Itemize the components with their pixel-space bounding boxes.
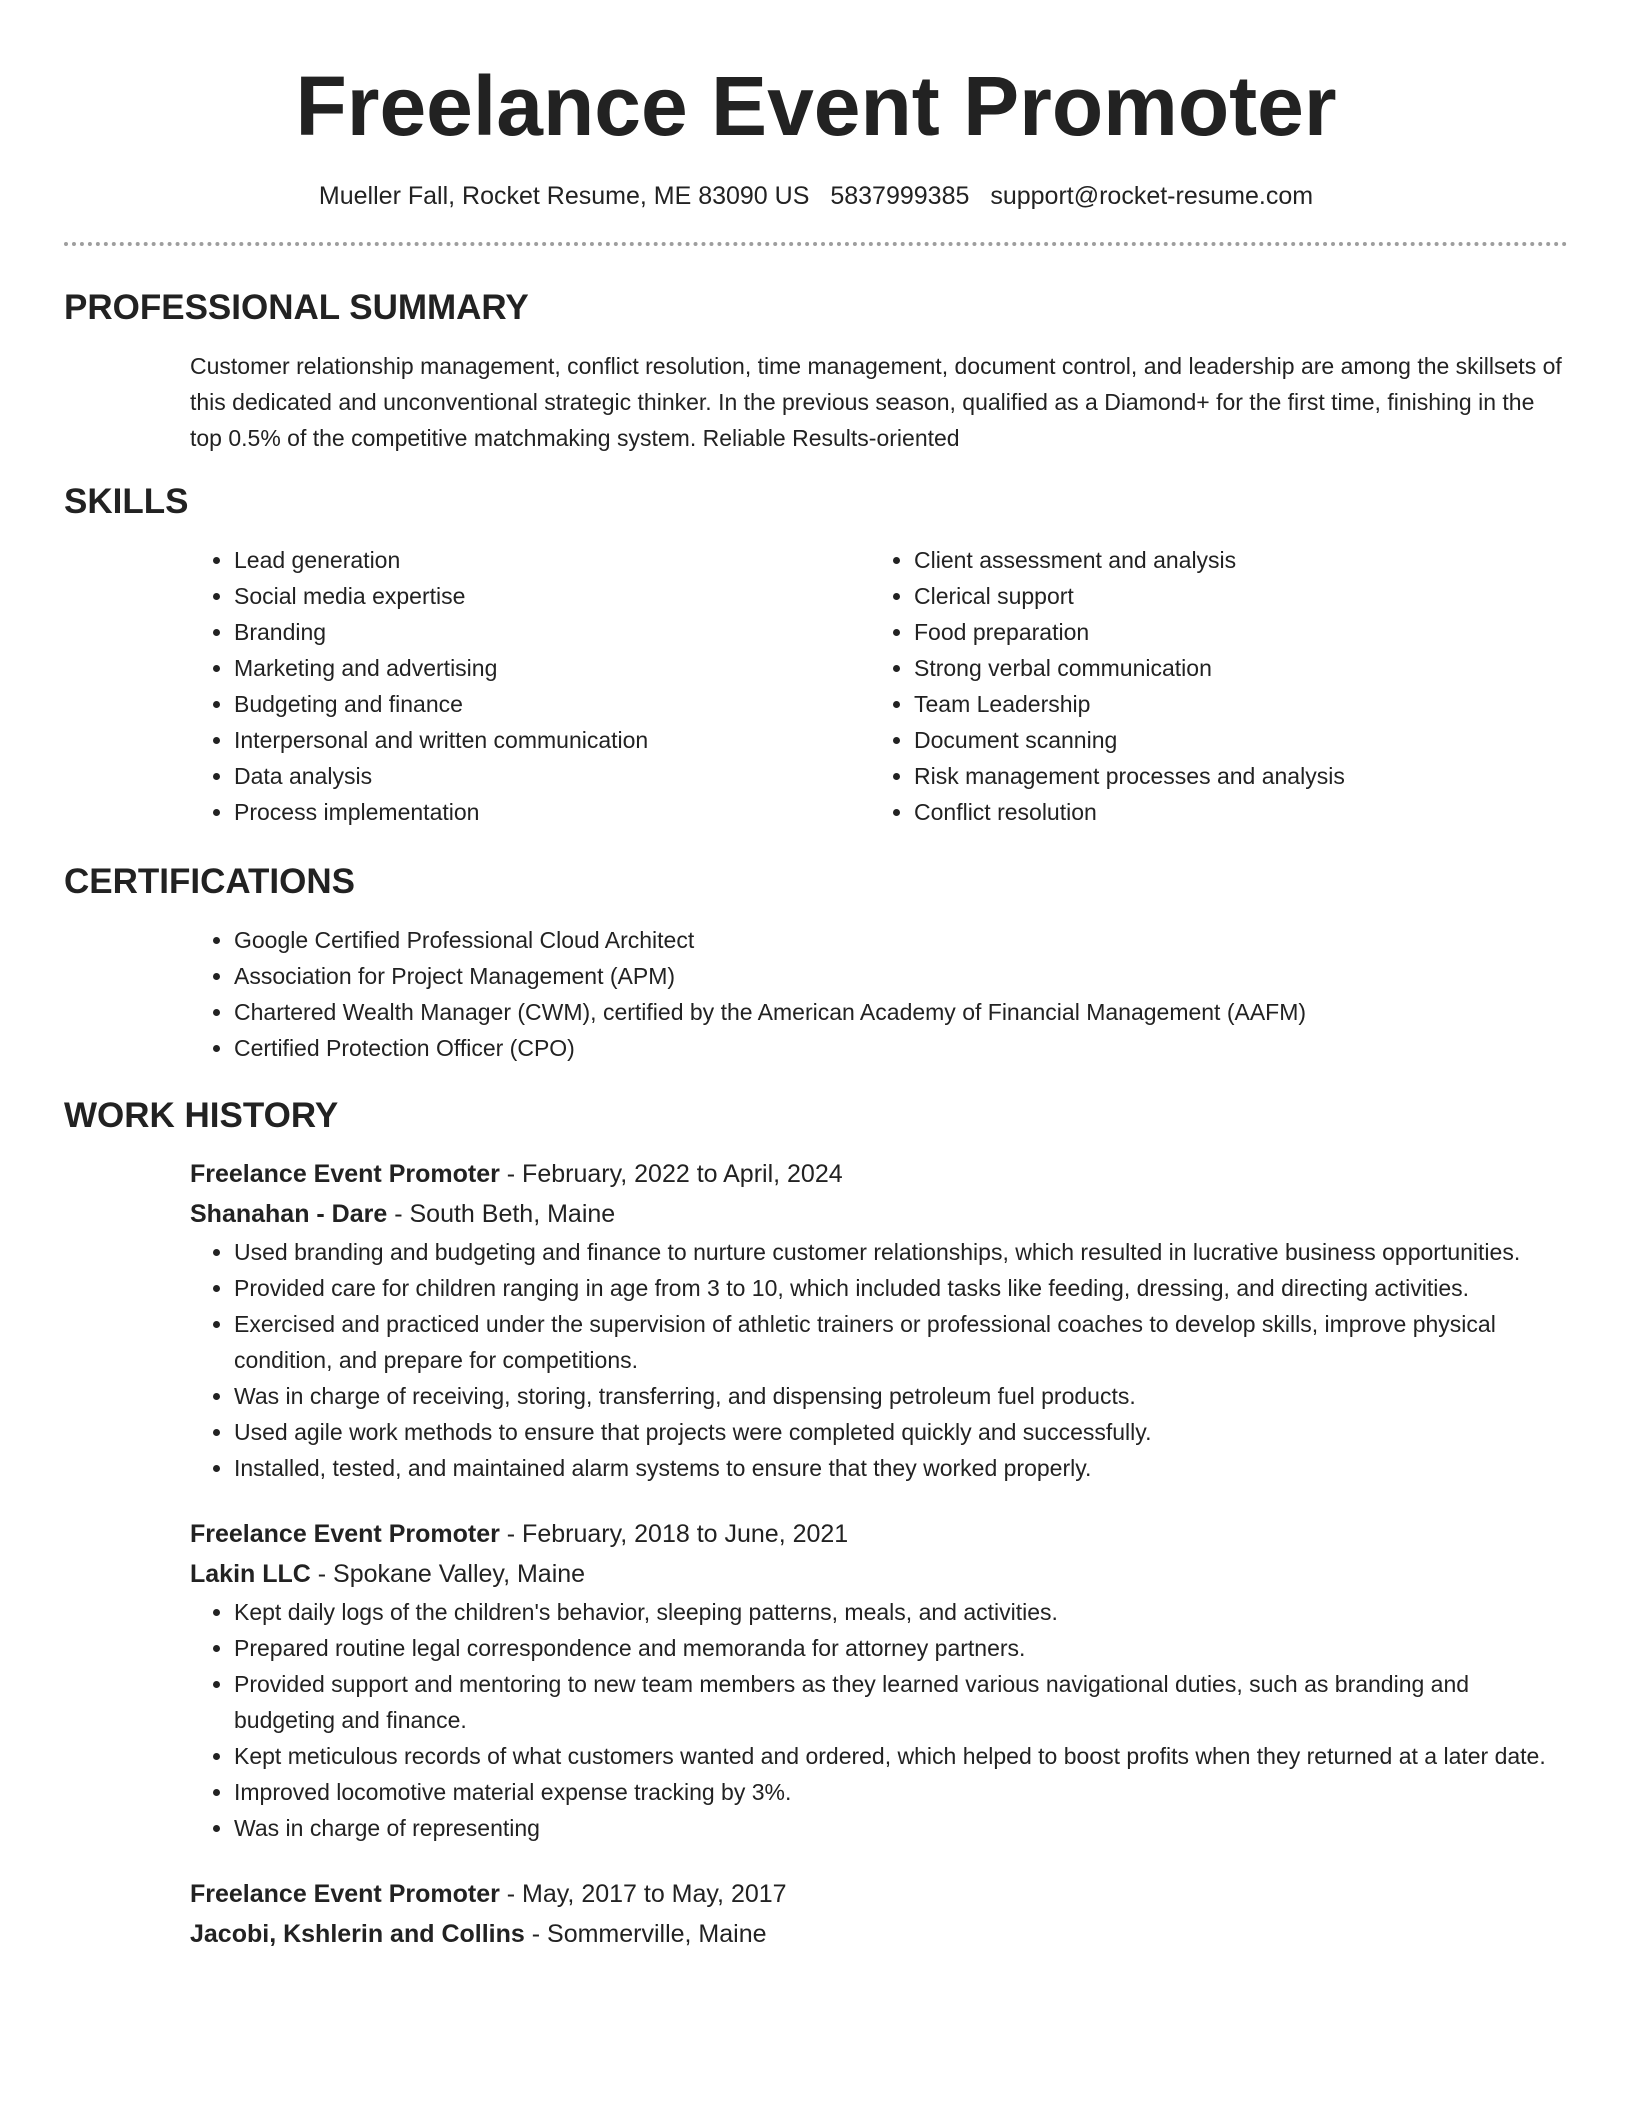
skill-item: • Branding [234,614,870,650]
job-bullet: • Provided care for children ranging in age from 3 to 10, which included tasks like feeding, dressing, and directing activities. [234,1270,1568,1306]
job-bullet: • Kept meticulous records of what customers wanted and ordered, which helped to boost profits when they returned at a later date. [234,1738,1568,1774]
skill-item: • Risk management processes and analysis [914,758,1550,794]
job-title-line [190,1514,1568,1554]
job-title-line [190,1154,1568,1194]
skills-heading: SKILLS [64,482,189,521]
job-bullet: • Improved locomotive material expense tracking by 3%. [234,1774,1568,1810]
job-title-line [190,1874,1568,1914]
resume-page [64,0,1568,1954]
job-bullet: • Used branding and budgeting and finance to nurture customer relationships, which resulted in lucrative business opportunities. [234,1234,1568,1270]
job-location: - Spokane Valley, Maine [310,1560,586,1588]
job-entry [190,1874,1568,1954]
job-dates: - February, 2018 to June, 2021 [499,1520,849,1548]
job-location: - South Beth, Maine [387,1200,616,1228]
job-bullet: • Was in charge of representing [234,1810,1568,1846]
contact-address: Mueller Fall, Rocket Resume, ME 83090 US [318,182,810,210]
skill-item: • Conflict resolution [914,794,1550,830]
skill-item: • Data analysis [234,758,870,794]
skill-item: • Budgeting and finance [234,686,870,722]
certification-item: • Certified Protection Officer (CPO) [234,1030,1568,1066]
skills-column-right [870,542,1550,830]
job-company-line [190,1194,1568,1234]
contact-email: support@rocket-resume.com [990,182,1314,210]
job-role: Freelance Event Promoter [190,1880,500,1908]
certifications-block [190,922,1568,1066]
skill-item: • Process implementation [234,794,870,830]
jobs-container [190,1154,1568,1954]
job-role: Freelance Event Promoter [190,1160,500,1188]
skill-item: • Interpersonal and written communication [234,722,870,758]
job-bullet: • Prepared routine legal correspondence and memoranda for attorney partners. [234,1630,1568,1666]
certification-item: • Association for Project Management (APM) [234,958,1568,994]
job-dates: - May, 2017 to May, 2017 [499,1880,787,1908]
skills-list-left [190,542,870,830]
header-divider [64,242,1568,246]
skill-item: • Team Leadership [914,686,1550,722]
certifications-list [190,922,1568,1066]
job-company: Jacobi, Kshlerin and Collins [190,1920,525,1948]
job-bullet: • Installed, tested, and maintained alarm systems to ensure that they worked properly. [234,1450,1568,1486]
work-history-heading: WORK HISTORY [64,1096,339,1135]
job-bullet: • Kept daily logs of the children's behavior, sleeping patterns, meals, and activities. [234,1594,1568,1630]
job-bullet: • Used agile work methods to ensure that projects were completed quickly and successfully. [234,1414,1568,1450]
skills-grid [190,542,1568,830]
skill-item: • Marketing and advertising [234,650,870,686]
job-bullets [190,1594,1568,1846]
certification-item: • Google Certified Professional Cloud Architect [234,922,1568,958]
skills-section [64,480,1568,830]
summary-heading: PROFESSIONAL SUMMARY [64,288,529,327]
skills-list-right [870,542,1550,830]
job-company-line [190,1914,1568,1954]
summary-text: Customer relationship management, conflict resolution, time management, document control, and leadership are among the skillsets of this dedicated and unconventional strategic thinker. In the previous season, qualified as a Diamond+ for the first time, finishing in the top 0.5% of the competitive matchmaking system. Reliable Results-oriented [190,353,1562,451]
certifications-section [64,860,1568,1066]
job-role: Freelance Event Promoter [190,1520,500,1548]
job-bullet: • Was in charge of receiving, storing, transferring, and dispensing petroleum fuel products. [234,1378,1568,1414]
work-history-section [64,1094,1568,1954]
job-entry [190,1514,1568,1846]
certifications-heading: CERTIFICATIONS [64,862,356,901]
skill-item: • Strong verbal communication [914,650,1550,686]
job-dates: - February, 2022 to April, 2024 [499,1160,843,1188]
skill-item: • Lead generation [234,542,870,578]
summary-section [64,286,1568,456]
contact-phone: 5837999385 [830,182,970,210]
job-company: Lakin LLC [190,1560,311,1588]
resume-name: Freelance Event Promoter [295,59,1337,153]
skill-item: • Food preparation [914,614,1550,650]
skill-item: • Document scanning [914,722,1550,758]
job-company: Shanahan - Dare [190,1200,388,1228]
certification-item: • Chartered Wealth Manager (CWM), certified by the American Academy of Financial Management (AAFM) [234,994,1568,1030]
job-bullets [190,1234,1568,1486]
contact-line [64,180,1568,212]
job-entry [190,1154,1568,1486]
skills-column-left [190,542,870,830]
job-bullet: • Exercised and practiced under the supervision of athletic trainers or professional coaches to develop skills, improve physical condition, and prepare for competitions. [234,1306,1568,1378]
skill-item: • Clerical support [914,578,1550,614]
skill-item: • Social media expertise [234,578,870,614]
job-bullet: • Provided support and mentoring to new team members as they learned various navigational duties, such as branding and budgeting and finance. [234,1666,1568,1738]
skill-item: • Client assessment and analysis [914,542,1550,578]
job-company-line [190,1554,1568,1594]
job-location: - Sommerville, Maine [524,1920,767,1948]
